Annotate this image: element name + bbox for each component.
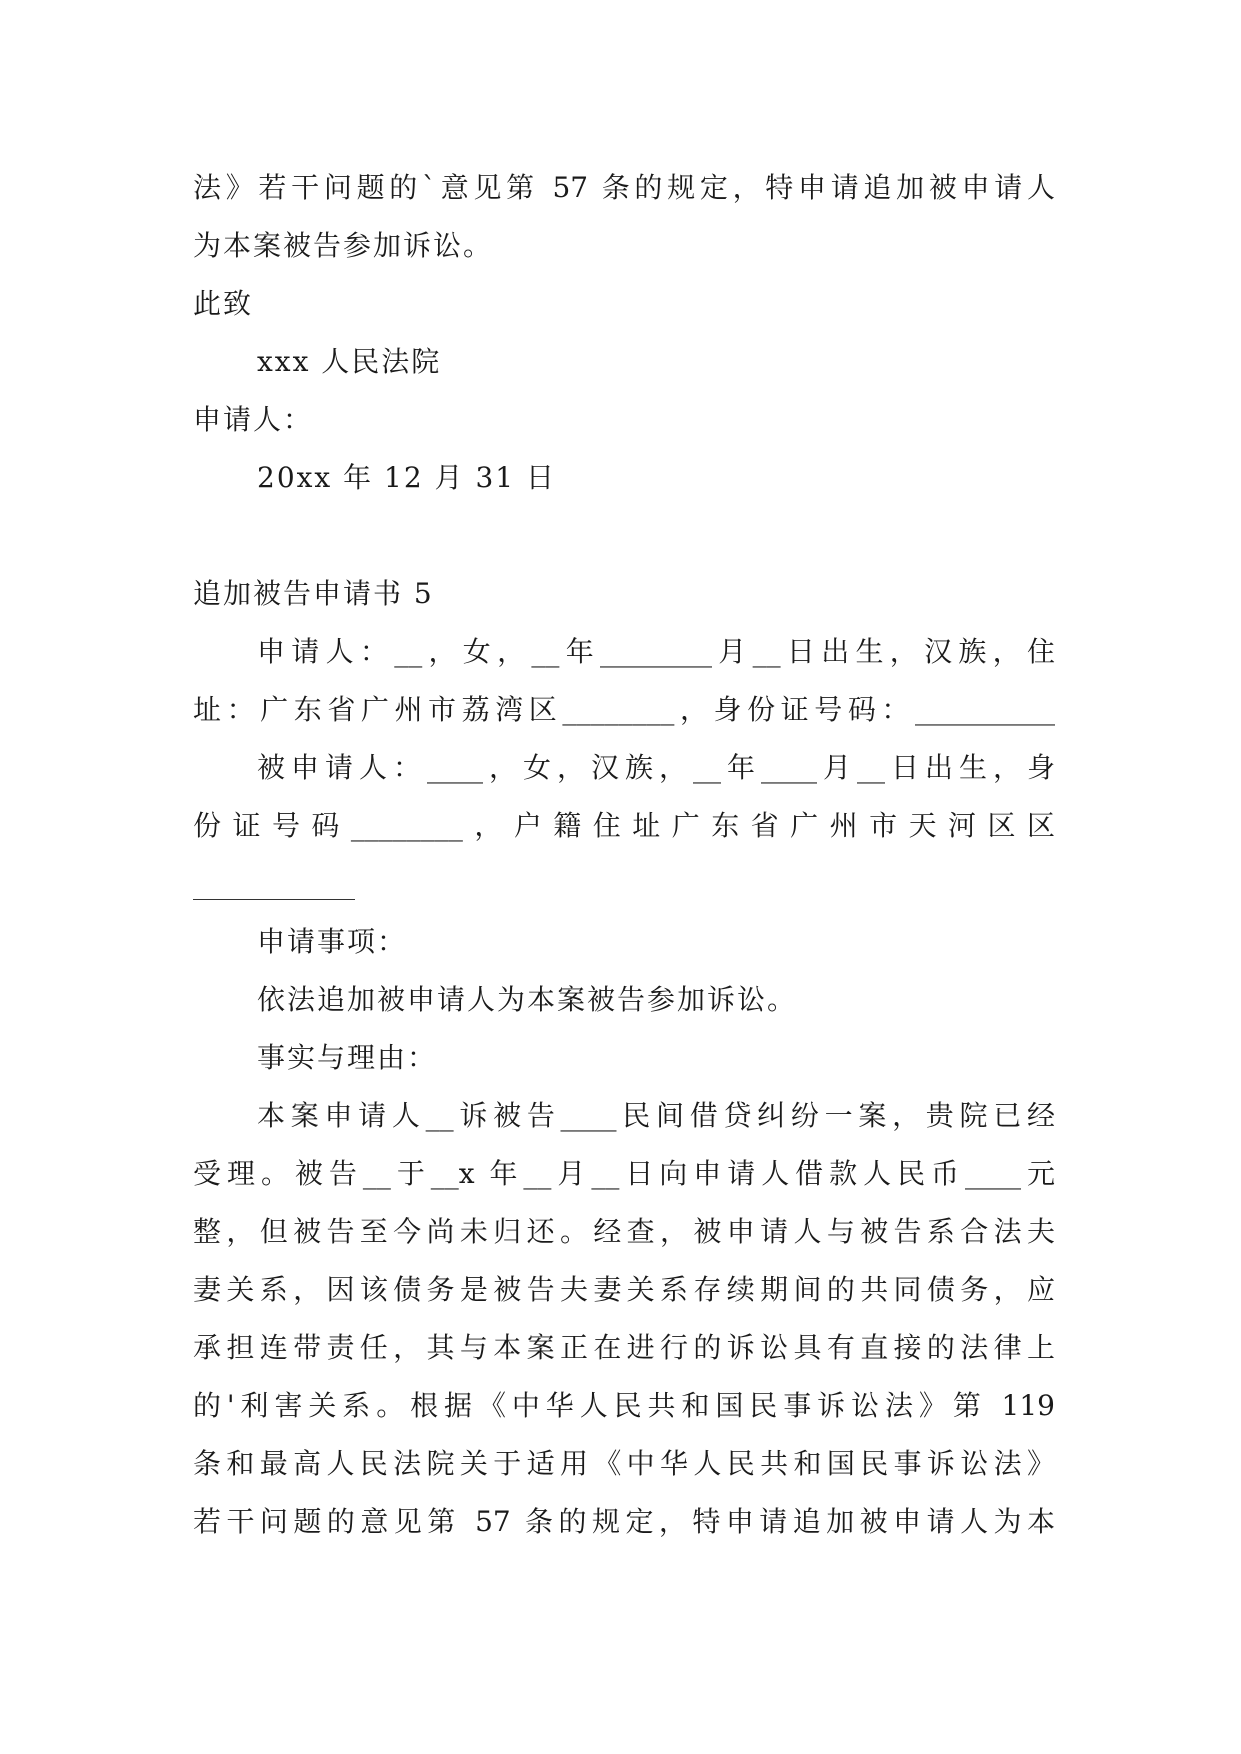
text-line: 为本案被告参加诉讼。 — [193, 229, 494, 262]
heading-facts-reasons: 事实与理由： — [257, 1041, 438, 1074]
text-line: 若干问题的意见第 57 条的规定，特申请追加被申请人为本 — [193, 1505, 1055, 1538]
section-title: 追加被告申请书 5 — [193, 577, 434, 610]
applicant-signature-label: 申请人： — [193, 403, 314, 436]
text-line: 承担连带责任，其与本案正在进行的诉讼具有直接的法律上 — [193, 1331, 1055, 1364]
text-line: 申请人：__，女，__年________月__日出生，汉族，住 — [257, 635, 1055, 668]
text-line: 此致 — [193, 287, 254, 320]
date-line: 20xx 年 12 月 31 日 — [257, 461, 556, 494]
text-line: 依法追加被申请人为本案被告参加诉讼。 — [257, 983, 798, 1016]
text-line: 址：广东省广州市荔湾区________，身份证号码：__________ — [193, 693, 1055, 726]
text-line: 被申请人：____，女，汉族，__年____月__日出生，身 — [257, 751, 1055, 784]
text-line: 法》若干问题的`意见第 57 条的规定，特申请追加被申请人 — [193, 171, 1055, 204]
text-line: 本案申请人__诉被告____民间借贷纠纷一案，贵院已经 — [257, 1099, 1055, 1132]
text-line: 整，但被告至今尚未归还。经查，被申请人与被告系合法夫 — [193, 1215, 1055, 1248]
blank-underline — [193, 899, 355, 900]
heading-request-items: 申请事项： — [257, 925, 408, 958]
recipient-court: xxx 人民法院 — [257, 345, 442, 378]
text-line: 妻关系，因该债务是被告夫妻关系存续期间的共同债务，应 — [193, 1273, 1055, 1306]
text-line: 份证号码________，户籍住址广东省广州市天河区区 — [193, 809, 1055, 842]
text-line: 的'利害关系。根据《中华人民共和国民事诉讼法》第 119 — [193, 1389, 1055, 1422]
text-line: 受理。被告__于__x 年__月__日向申请人借款人民币____元 — [193, 1157, 1055, 1190]
text-line: 条和最高人民法院关于适用《中华人民共和国民事诉讼法》 — [193, 1447, 1055, 1480]
